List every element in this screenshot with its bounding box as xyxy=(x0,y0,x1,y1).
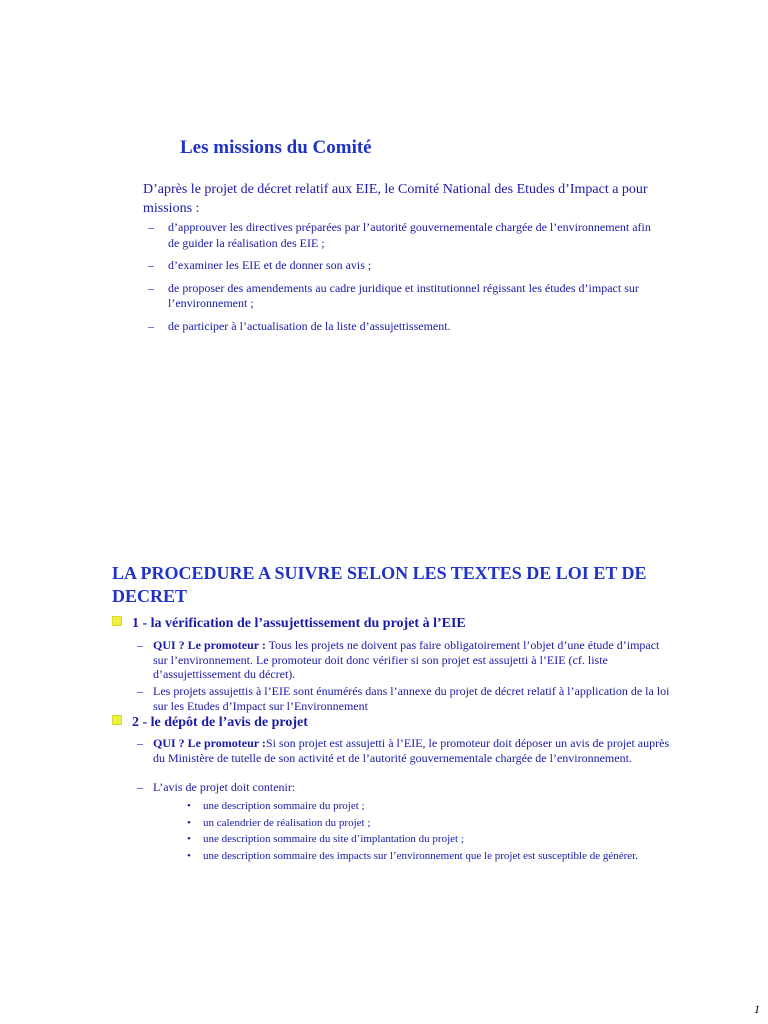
bullet-dot-icon: • xyxy=(187,833,191,845)
avis-content-list xyxy=(187,799,667,865)
square-bullet-icon xyxy=(112,616,122,626)
dash-icon: – xyxy=(137,684,143,698)
section2-item2: – L’avis de projet doit contenir: xyxy=(137,780,296,794)
dash-icon: – xyxy=(137,638,143,652)
who-label: QUI ? Le promoteur : xyxy=(153,736,266,750)
list-item: – de participer à l’actualisation de la liste d’assujettissement. xyxy=(148,318,451,333)
slide1-intro: D’après le projet de décret relatif aux EIE, le Comité National des Etudes d’Impact a pour missions : xyxy=(143,182,648,216)
bullet-dot-icon: • xyxy=(187,849,191,862)
dash-icon: – xyxy=(148,220,154,234)
list-item: – d’examiner les EIE et de donner son avis ; xyxy=(148,258,372,272)
bullet-dot-icon: • xyxy=(187,800,191,812)
who-label: QUI ? Le promoteur : xyxy=(153,638,266,652)
slide2-title: LA PROCEDURE A SUIVRE SELON LES TEXTES DE LOI ET DE DECRET xyxy=(112,563,647,606)
section2-heading: 2 - le dépôt de l’avis de projet xyxy=(112,715,672,731)
dash-icon: – xyxy=(148,318,154,333)
page-number: 1 xyxy=(754,1002,760,1016)
section1-item2: – Les projets assujettis à l’EIE sont énumérés dans l’annexe du projet de décret relatif à l’application de la loi sur les Etudes d’Impact sur l’Environnement xyxy=(137,684,670,713)
bullet-dot-icon: • xyxy=(187,816,191,829)
list-item: • un calendrier de réalisation du projet ; xyxy=(187,816,371,829)
list-item: – d’approuver les directives préparées par l’autorité gouvernementale chargée de l’environnement afin de guider la réalisation des EIE ; xyxy=(148,220,651,250)
list-item: – de proposer des amendements au cadre juridique et institutionnel régissant les études d’impact sur l’environnement ; xyxy=(148,280,639,310)
dash-icon: – xyxy=(148,280,154,295)
slide1-missions-list xyxy=(143,220,663,341)
slide1-title: Les missions du Comité xyxy=(180,137,372,158)
dash-icon: – xyxy=(148,258,154,272)
section2-item1: – QUI ? Le promoteur :Si son projet est assujetti à l’EIE, le promoteur doit déposer un avis de projet auprès du Ministère de tutelle de son activité et de l’autorité gouvernementale chargée de l’environnement. xyxy=(137,736,670,765)
square-bullet-icon xyxy=(112,715,122,725)
list-item: • une description sommaire des impacts sur l’environnement que le projet est susceptible de générer. xyxy=(187,849,638,862)
dash-icon: – xyxy=(137,736,143,750)
section1-heading: 1 - la vérification de l’assujettissement du projet à l’EIE xyxy=(112,616,672,632)
dash-icon: – xyxy=(137,780,143,794)
list-item: • une description sommaire du site d’implantation du projet ; xyxy=(187,833,464,845)
list-item: • une description sommaire du projet ; xyxy=(187,800,365,812)
section1-item1: – QUI ? Le promoteur : Tous les projets ne doivent pas faire obligatoirement l’objet d’une étude d’impact sur l’environnement. Le promoteur doit donc vérifier si son projet est assujetti à l’EIE (cf. liste d’assujettissement du décret). xyxy=(137,638,660,681)
